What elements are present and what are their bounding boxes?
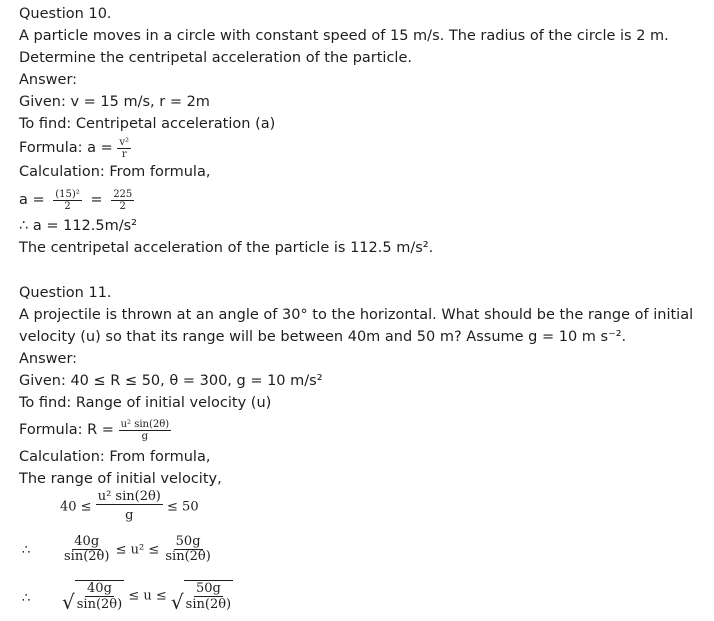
q11-ineq3-num-right: 50g	[195, 581, 221, 596]
q10-text-line2: Determine the centripetal acceleration of the particle.	[19, 50, 412, 66]
q11-ineq3-radical-left: √	[62, 590, 75, 614]
q10-step-den1: 2	[64, 200, 71, 212]
q10-conclusion: The centripetal acceleration of the particle is 112.5 m/s².	[19, 240, 434, 256]
q11-calc-label: Calculation: From formula,	[19, 449, 211, 465]
q11-ineq3-num-left: 40g	[87, 581, 112, 596]
q10-text-line1: A particle moves in a circle with constant speed of 15 m/s. The radius of the circle is 2 m.	[19, 28, 669, 44]
q11-text-line2: velocity (u) so that its range will be between 40m and 50 m? Assume g = 10 m s⁻².	[19, 329, 627, 345]
q11-ineq3-sqrt-right	[171, 580, 233, 612]
q11-therefore-2: ∴	[22, 591, 31, 606]
q11-range-text: The range of initial velocity,	[19, 471, 222, 487]
q10-calc-label: Calculation: From formula,	[19, 164, 211, 180]
q11-title: Question 11.	[19, 285, 112, 301]
q11-ineq3-den-left: sin(2θ)	[76, 597, 123, 612]
q10-step-fraction2	[111, 189, 134, 212]
q10-formula	[19, 136, 131, 160]
q10-to-find: To find: Centripetal acceleration (a)	[19, 116, 276, 132]
q11-ineq1-right: ≤ 50	[167, 499, 199, 515]
q11-ineq1-den: g	[125, 508, 134, 524]
q10-formula-fraction	[117, 137, 131, 160]
q11-formula	[19, 413, 171, 447]
q11-ineq1-left: 40 ≤	[60, 499, 92, 515]
q11-text-line1: A projectile is thrown at an angle of 30° to the horizontal. What should be the range of initial	[19, 307, 694, 323]
q10-given: Given: v = 15 m/s, r = 2m	[19, 94, 210, 110]
q11-ineq3-radical-right: √	[170, 590, 184, 614]
q11-ineq2-fraction-right	[163, 535, 212, 565]
q10-step-num1: (15)²	[55, 188, 80, 200]
q10-result: ∴ a = 112.5m/s²	[19, 218, 137, 234]
q11-ineq3-fraction-right	[184, 580, 233, 612]
q10-equals: =	[90, 192, 103, 208]
q11-inequality-3	[62, 580, 233, 612]
q11-to-find: To find: Range of initial velocity (u)	[19, 395, 272, 411]
q11-inequality-2	[62, 535, 213, 565]
q10-a-label: a =	[19, 192, 45, 208]
q11-ineq1-num: u² sin(2θ)	[97, 489, 161, 504]
q11-ineq2-num-right: 50g	[175, 534, 201, 549]
q11-ineq1-fraction	[96, 490, 163, 524]
q11-ineq3-sqrt-left	[62, 580, 124, 612]
q10-step-num2: 225	[113, 188, 133, 200]
q11-formula-num: u² sin(2θ)	[120, 418, 170, 430]
q11-ineq3-mid: ≤ u ≤	[128, 588, 167, 604]
q11-ineq2-num-left: 40g	[74, 534, 100, 549]
q10-title: Question 10.	[19, 6, 112, 22]
q11-formula-den: g	[141, 430, 149, 442]
q10-formula-num: v²	[119, 136, 130, 148]
q11-ineq2-mid: ≤ u² ≤	[115, 542, 160, 558]
q10-calc-step	[19, 183, 134, 217]
q11-formula-label: Formula: R =	[19, 422, 114, 438]
q10-step-den2: 2	[119, 200, 126, 212]
q10-formula-den: r	[121, 148, 127, 160]
q11-ineq2-den-right: sin(2θ)	[165, 549, 211, 565]
q10-answer-label: Answer:	[19, 72, 78, 88]
q11-formula-fraction	[119, 419, 172, 442]
q11-answer-label: Answer:	[19, 351, 78, 367]
q11-inequality-1	[60, 490, 199, 524]
q11-given: Given: 40 ≤ R ≤ 50, θ = 300, g = 10 m/s²	[19, 373, 323, 389]
q11-therefore-1: ∴	[22, 543, 31, 558]
q11-ineq2-fraction-left	[62, 535, 111, 565]
q11-ineq2-den-left: sin(2θ)	[64, 549, 110, 565]
q10-formula-label: Formula: a =	[19, 140, 113, 156]
q11-ineq3-fraction-left	[75, 580, 124, 612]
q11-ineq3-den-right: sin(2θ)	[185, 597, 232, 612]
q10-step-fraction1	[53, 189, 82, 212]
